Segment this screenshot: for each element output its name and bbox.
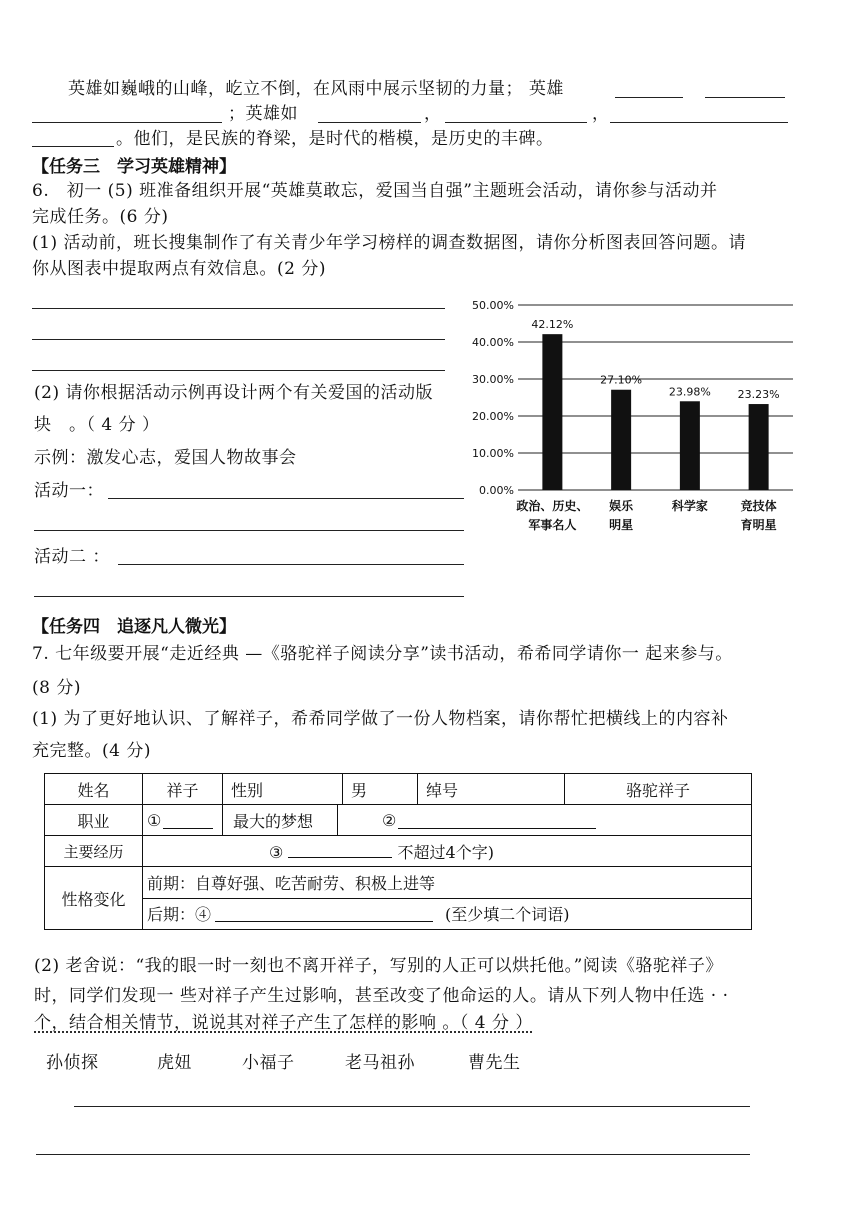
gender-value: 男 [343,774,418,805]
q6-sub2-line-1: (2) 请你根据活动示例再设计两个有关爱国的活动版 [34,383,433,403]
character-option: 小福子 [242,1053,295,1073]
blank-marker-1: ① [147,810,162,830]
x-tick-label: 科学家 [671,499,708,513]
q6-sub2-line-2: 块 。（ 4 分 ） [34,415,160,435]
answer-blank[interactable] [610,122,788,123]
answer-line[interactable] [32,308,445,309]
data-label: 23.23% [737,388,780,402]
answer-line[interactable] [32,339,445,340]
dream-label: 最大的梦想 [223,805,338,835]
answer-blank[interactable] [32,122,222,123]
x-tick-label: 明星 [609,518,634,532]
y-tick-label: 20.00% [472,410,514,423]
task3-heading: 【任务三 学习英雄精神】 [32,157,236,177]
data-label: 23.98% [668,385,711,399]
q7-line-2: (8 分) [32,678,81,698]
answer-line[interactable] [32,370,445,371]
bar [611,390,631,490]
activity-2-answer-line-2[interactable] [34,596,464,597]
activity-example: 示例：激发心志，爱国人物故事会 [34,448,297,468]
poem-line-3: 。他们，是民族的脊梁，是时代的楷模，是历史的丰碑。 [116,129,554,149]
q6-line-2: 完成任务。(6 分) [32,207,169,227]
survey-bar-chart [468,295,798,545]
late-stage-note: (至少填二个词语) [445,905,570,924]
q7-sub2-line-1: (2) 老舍说：“我的眼一时一刻也不离开祥子，写别的人正可以烘托他。”阅读《骆驼祥子》 [34,956,723,976]
early-stage-row [143,868,751,899]
x-tick-label: 育明星 [740,518,777,532]
experience-answer-cell[interactable] [143,836,752,867]
poem-line-1-text: 英雄如巍峨的山峰，屹立不倒，在风雨中展示坚韧的力量； [68,79,523,99]
experience-answer-blank[interactable] [288,841,392,858]
activity-1-label: 活动一： [34,481,104,501]
answer-blank[interactable] [705,97,785,98]
late-stage-row[interactable] [143,899,751,929]
q7-sub1-line-1: (1) 为了更好地认识、了解祥子，希希同学做了一份人物档案，请你帮忙把横线上的内容补 [32,709,729,729]
poem-line-2-mid1: ；英雄如 [228,104,298,124]
job-answer-blank[interactable] [163,812,213,829]
data-label: 27.10% [600,373,643,387]
dream-answer-blank[interactable] [398,812,596,829]
name-label: 姓名 [45,774,143,805]
y-tick-label: 10.00% [472,447,514,460]
answer-line[interactable] [74,1106,750,1107]
personality-change-label: 性格变化 [45,867,143,930]
activity-2-answer-line[interactable] [118,564,464,565]
data-label: 42.12% [531,318,574,332]
bar [680,401,700,490]
q6-sub1-line-2: 你从图表中提取两点有效信息。(2 分) [32,259,326,279]
early-stage-text: 前期：自尊好强、吃苦耐劳、积极上进等 [147,874,436,893]
experience-label: 主要经历 [45,836,143,867]
q6-sub1-line-1: (1) 活动前，班长搜集制作了有关青少年学习榜样的调查数据图，请你分析图表回答问题。请 [32,233,746,253]
character-option: 虎妞 [157,1053,192,1073]
q7-sub2-line-3: 个，结合相关情节，说说其对祥子产生了怎样的影响 。（ 4 分 ） [34,1013,533,1033]
job-label: 职业 [45,805,143,836]
nickname-value: 骆驼祥子 [565,774,752,805]
nickname-label: 绰号 [418,774,565,805]
blank-marker-3: ③ [269,842,284,862]
q7-sub2-line-2: 时，同学们发现一 些对祥子产生过影响，甚至改变了他命运的人。请从下列人物中任选 · · [34,986,729,1006]
poem-line-1 [68,78,564,100]
dream-answer-cell[interactable] [338,805,751,835]
x-tick-label: 竞技体 [740,499,777,513]
experience-note: 不超过4个字) [397,842,494,862]
x-tick-label: 政治、历史、 [516,499,589,513]
x-tick-label: 娱乐 [609,499,634,513]
activity-1-answer-line[interactable] [108,498,464,499]
poem-line-2-mid3: ， [592,104,610,124]
poem-line-2-mid2: ， [424,104,442,124]
y-tick-label: 40.00% [472,336,514,349]
late-stage-answer-blank[interactable] [215,905,433,922]
character-option: 曹先生 [468,1053,521,1073]
character-option: 老马祖孙 [345,1053,415,1073]
answer-blank[interactable] [32,146,114,147]
q7-sub1-line-2: 充完整。(4 分) [32,741,151,761]
task4-heading: 【任务四 追逐凡人微光】 [32,617,236,637]
bar [542,334,562,490]
answer-blank[interactable] [445,122,587,123]
y-tick-label: 30.00% [472,373,514,386]
name-value: 祥子 [143,774,223,805]
x-tick-label: 军事名人 [528,518,577,532]
job-answer-cell[interactable] [143,805,223,835]
y-tick-label: 0.00% [479,484,514,497]
answer-line[interactable] [36,1154,750,1155]
character-profile-table [44,773,752,930]
activity-2-label: 活动二 ： [34,547,110,567]
answer-blank[interactable] [318,122,421,123]
character-option: 孙侦探 [46,1053,99,1073]
blank-marker-2: ② [382,810,397,830]
answer-blank[interactable] [615,97,683,98]
y-tick-label: 50.00% [472,299,514,312]
poem-line-1-tail: 英雄 [528,79,564,99]
q6-line-1: 6. 初一 (5) 班准备组织开展“英雄莫敢忘，爱国当自强”主题班会活动，请你参与活动并 [32,181,718,201]
activity-1-answer-line-2[interactable] [34,530,464,531]
job-dream-cell [143,805,752,836]
personality-change-cell [143,867,752,930]
gender-label: 性别 [223,774,343,805]
late-stage-label: 后期：④ [147,905,212,924]
bar [749,404,769,490]
q7-line-1: 7. 七年级要开展“走近经典 —《骆驼祥子阅读分享”读书活动，希希同学请你一 起来参与。 [32,644,733,664]
